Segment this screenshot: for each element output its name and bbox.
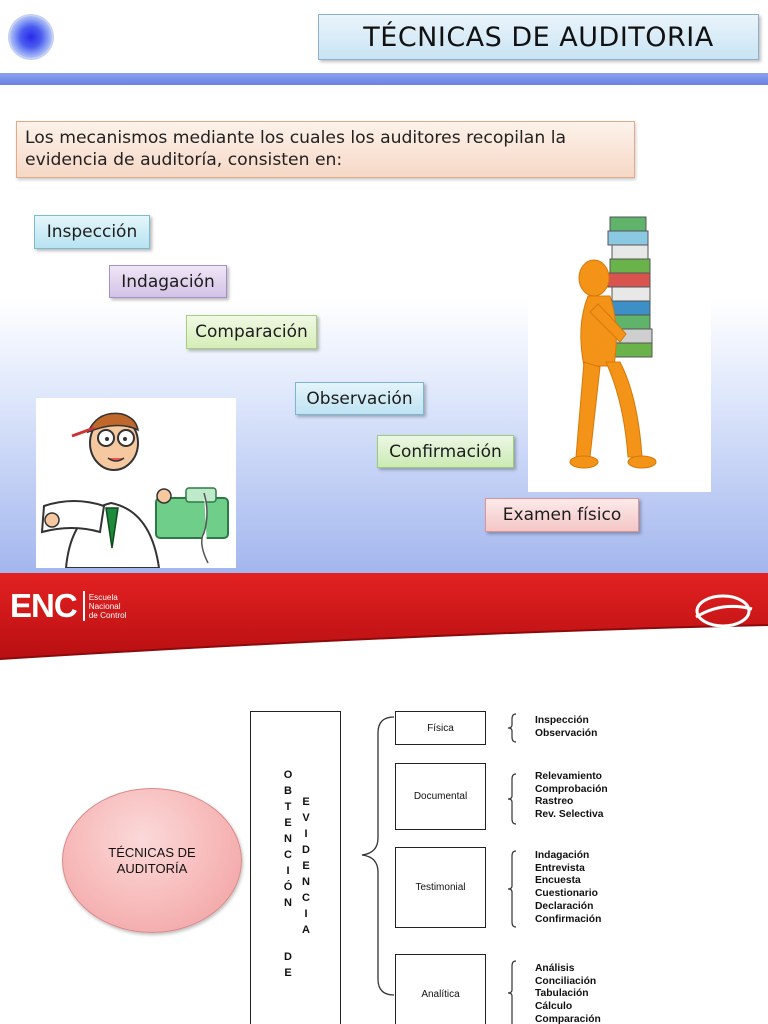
auditor-illustration	[36, 398, 236, 568]
enc-header-banner	[0, 573, 768, 663]
technique-inspeccion: Inspección	[34, 215, 150, 249]
intro-box	[16, 121, 635, 178]
list-item: Declaración	[535, 900, 594, 912]
enc-name-line: de Control	[88, 610, 127, 620]
vertical-letter: E	[302, 796, 310, 808]
header-bar	[0, 73, 768, 85]
list-item: Inspección	[535, 715, 589, 726]
list-item: Cálculo	[535, 1001, 573, 1013]
brace-documental	[506, 771, 522, 827]
vertical-letter: B	[284, 785, 292, 797]
list-item: Observación	[535, 727, 598, 739]
list-item: Comparación	[535, 1013, 601, 1024]
brace-analitica	[506, 958, 522, 1024]
list-item: Confirmación	[535, 913, 602, 925]
category-testimonial-box	[395, 847, 486, 928]
fisica-items	[535, 715, 597, 740]
analitica-items	[535, 963, 601, 1024]
vertical-letter: C	[284, 849, 292, 861]
vertical-letter: T	[284, 801, 292, 813]
oval-label-line: TÉCNICAS DE	[108, 844, 196, 860]
list-item: Cuestionario	[535, 888, 598, 900]
category-label: Analítica	[421, 988, 460, 1000]
vertical-letter: D	[284, 951, 292, 963]
vertical-letter: E	[302, 860, 310, 872]
list-item: Análisis	[535, 963, 575, 974]
list-item: Comprobación	[535, 783, 608, 795]
slide-title: TÉCNICAS DE AUDITORIA	[363, 21, 714, 53]
technique-comparacion: Comparación	[186, 315, 317, 349]
slide-title-box	[318, 14, 759, 60]
vertical-letter: I	[304, 908, 308, 920]
vertical-letter: C	[302, 892, 310, 904]
list-item: Encuesta	[535, 875, 581, 887]
category-label: Física	[427, 722, 454, 734]
vertical-letter: N	[302, 876, 310, 888]
category-documental-box	[395, 763, 486, 830]
enc-name-line: Escuela	[88, 592, 118, 602]
technique-confirmacion: Confirmación	[377, 435, 514, 468]
vertical-letter: I	[304, 828, 308, 840]
brace-fisica	[506, 711, 522, 745]
obtencion-de-evidencia-box	[250, 711, 341, 1024]
brace-testimonial	[506, 848, 522, 930]
oval-label-line: AUDITORÍA	[116, 860, 188, 876]
list-item: Tabulación	[535, 988, 589, 1000]
tecnicas-de-auditoria-oval	[62, 788, 242, 933]
category-label: Documental	[413, 791, 468, 802]
list-item: Conciliación	[535, 975, 597, 987]
list-item: Rastreo	[535, 796, 574, 808]
slide-logo-orb	[10, 16, 52, 58]
vertical-letter: V	[302, 812, 310, 824]
enc-full-name	[89, 593, 127, 620]
testimonial-items	[535, 850, 601, 926]
category-analitica-box	[395, 954, 486, 1024]
intro-text: Los mecanismos mediante los cuales los auditores recopilan la evidencia de auditoría, consisten en:	[25, 128, 567, 170]
enc-logo	[10, 587, 126, 625]
category-fisica-box	[395, 711, 486, 745]
vertical-letter: E	[284, 817, 292, 829]
technique-indagacion: Indagación	[109, 265, 227, 298]
enc-name-line: Nacional	[88, 601, 121, 611]
vertical-letter: Ó	[283, 881, 293, 893]
vertical-letter: A	[302, 924, 310, 936]
list-item: Rev. Selectiva	[535, 809, 604, 821]
vertical-letter: D	[302, 844, 310, 856]
list-item: Relevamiento	[535, 771, 602, 782]
category-label: Testimonial	[415, 882, 466, 893]
vertical-letter: E	[284, 967, 292, 979]
documental-items	[535, 771, 608, 822]
enc-logo-separator	[83, 591, 85, 621]
man-carrying-books-illustration	[528, 212, 711, 492]
vertical-letter: N	[284, 897, 292, 909]
technique-examen-fisico: Examen físico	[485, 498, 639, 532]
list-item: Entrevista	[535, 862, 585, 874]
list-item: Indagación	[535, 850, 590, 861]
vertical-letter: N	[284, 833, 292, 845]
vertical-letter: O	[283, 769, 293, 781]
slide-obtencion-de-evidencia	[0, 573, 768, 1024]
enc-acronym: ENC	[10, 587, 77, 624]
technique-observacion: Observación	[295, 382, 424, 415]
swoosh-logo-icon	[692, 591, 754, 631]
vertical-letter: I	[286, 865, 290, 877]
